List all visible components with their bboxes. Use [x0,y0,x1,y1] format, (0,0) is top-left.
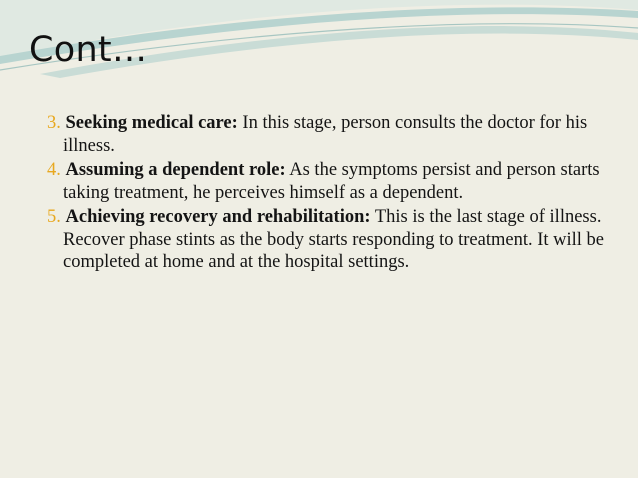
item-term: Assuming a dependent role: [65,160,286,180]
list-item-stage-3 [47,112,617,157]
item-number: 4. [47,160,61,180]
item-text: In this stage, person consults the doctor for his illness. [63,113,588,156]
list-item-stage-4 [47,159,617,204]
item-number: 5. [47,207,61,227]
item-text: This is the last stage of illness. Recover phase stints as the body starts responding to treatment. It will be completed at home and at the hospital settings. [63,207,605,272]
slide-title: Cont… [29,30,148,70]
item-number: 3. [47,113,61,133]
item-text: As the symptoms persist and person starts taking treatment, he perceives himself as a dependent. [63,160,600,203]
item-term: Seeking medical care: [65,113,238,133]
item-term: Achieving recovery and rehabilitation: [65,207,371,227]
stage-list [47,112,617,276]
list-item-stage-5 [47,206,617,274]
